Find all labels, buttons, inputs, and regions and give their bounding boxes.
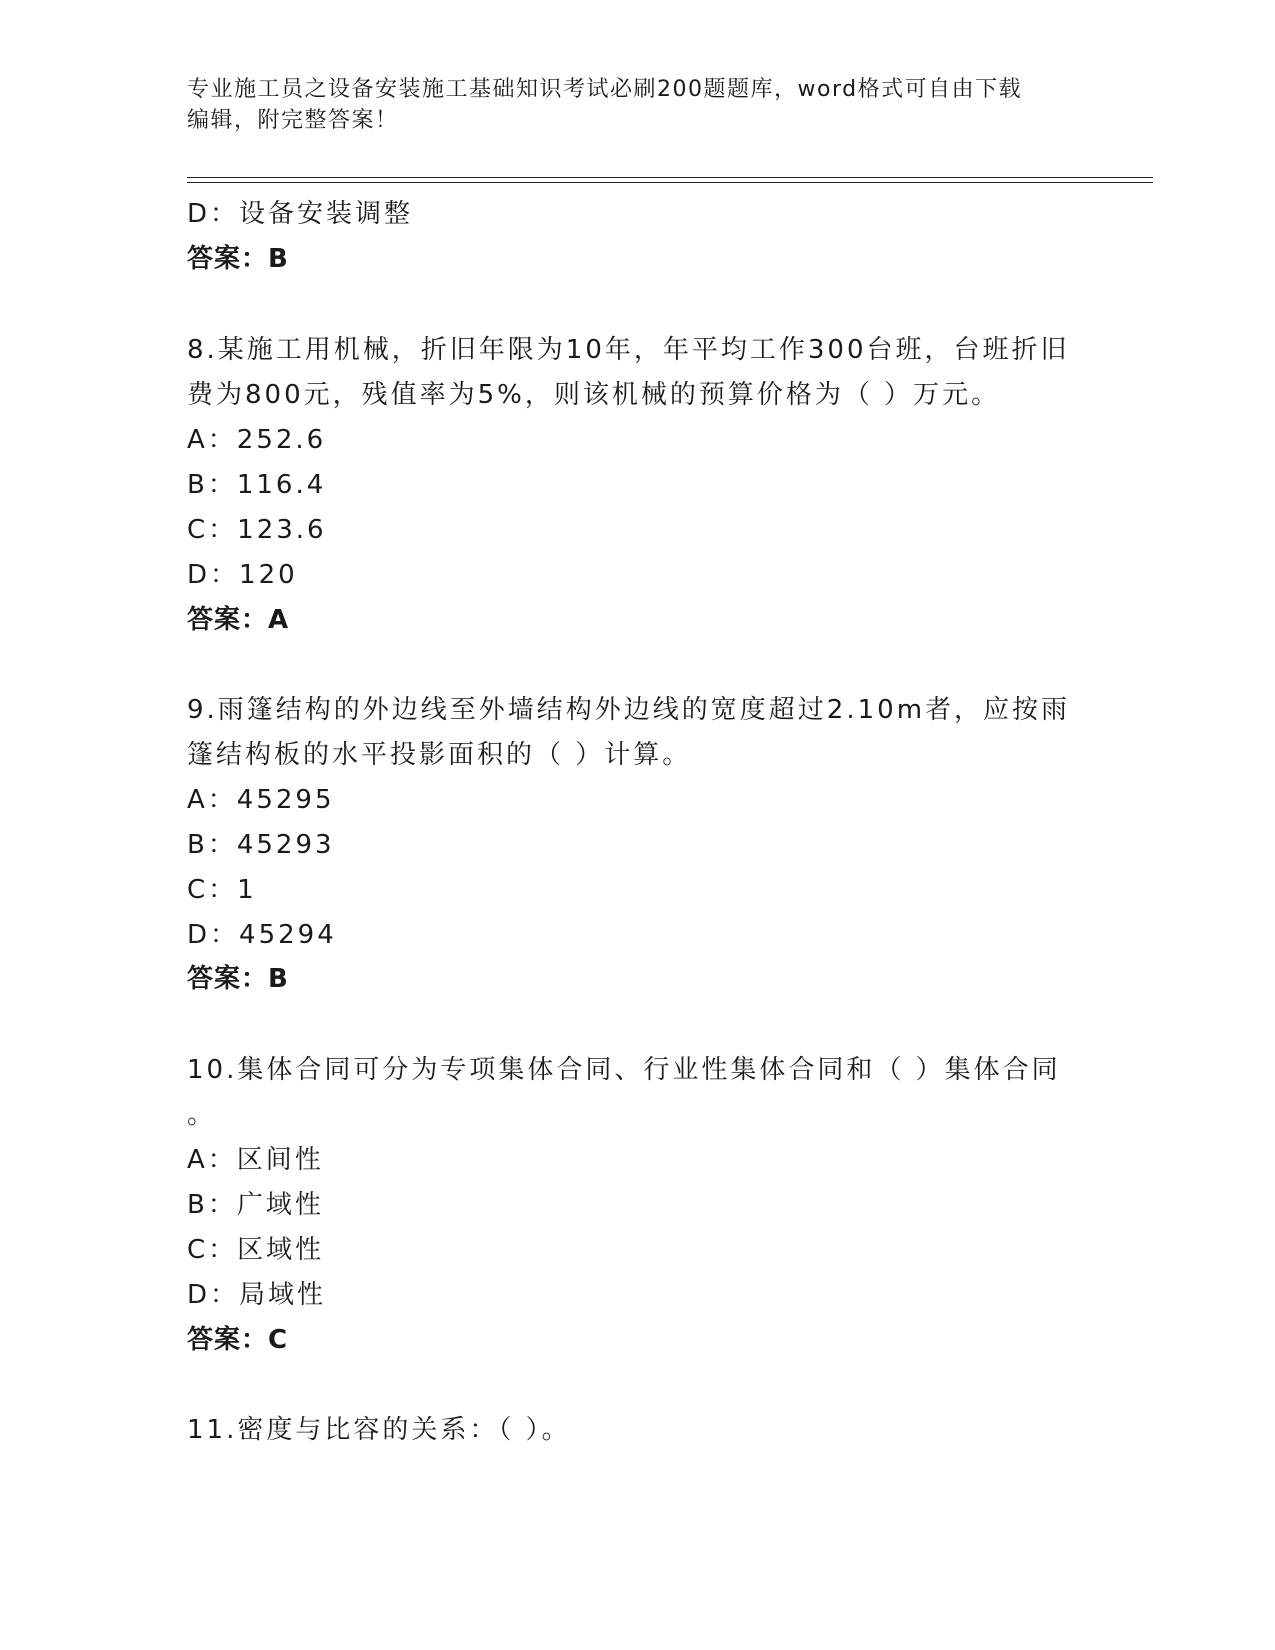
q10-answer: 答案：C xyxy=(187,1325,289,1355)
q8-option-a: A：252.6 xyxy=(187,425,327,455)
header-line-2: 编辑，附完整答案！ xyxy=(187,108,399,133)
document-header xyxy=(187,74,1087,136)
q9-option-b: B：45293 xyxy=(187,830,335,860)
q9-answer: 答案：B xyxy=(187,964,289,994)
q10-option-d: D：局域性 xyxy=(187,1280,327,1310)
header-divider-top xyxy=(187,177,1153,178)
q10-option-c: C：区域性 xyxy=(187,1235,325,1265)
q7-answer: 答案：B xyxy=(187,244,289,274)
q9-option-a: A：45295 xyxy=(187,785,335,815)
q9-option-d: D：45294 xyxy=(187,920,337,950)
q10-option-b: B：广域性 xyxy=(187,1190,324,1220)
q9-stem-line-1: 9.雨篷结构的外边线至外墙结构外边线的宽度超过2.10m者，应按雨 xyxy=(187,695,1071,725)
q8-answer: 答案：A xyxy=(187,605,290,635)
q7-option-d: D：设备安装调整 xyxy=(187,199,414,229)
q9-option-c: C：1 xyxy=(187,875,257,905)
header-divider-bottom xyxy=(187,182,1153,183)
q8-option-d: D：120 xyxy=(187,560,298,590)
q10-stem-line-2: 。 xyxy=(187,1100,217,1130)
q8-option-c: C：123.6 xyxy=(187,515,327,545)
q8-option-b: B：116.4 xyxy=(187,470,327,500)
q9-stem-line-2: 篷结构板的水平投影面积的（ ）计算。 xyxy=(187,740,692,770)
q11-stem-line-1: 11.密度与比容的关系：（ ）。 xyxy=(187,1415,571,1445)
q10-option-a: A：区间性 xyxy=(187,1145,324,1175)
q8-stem-line-1: 8.某施工用机械，折旧年限为10年，年平均工作300台班，台班折旧 xyxy=(187,335,1070,365)
q8-stem-line-2: 费为800元，残值率为5%，则该机械的预算价格为（ ）万元。 xyxy=(187,380,1001,410)
header-line-1: 专业施工员之设备安装施工基础知识考试必刷200题题库，word格式可自由下载 xyxy=(187,77,1023,102)
q10-stem-line-1: 10.集体合同可分为专项集体合同、行业性集体合同和（ ）集体合同 xyxy=(187,1055,1061,1085)
